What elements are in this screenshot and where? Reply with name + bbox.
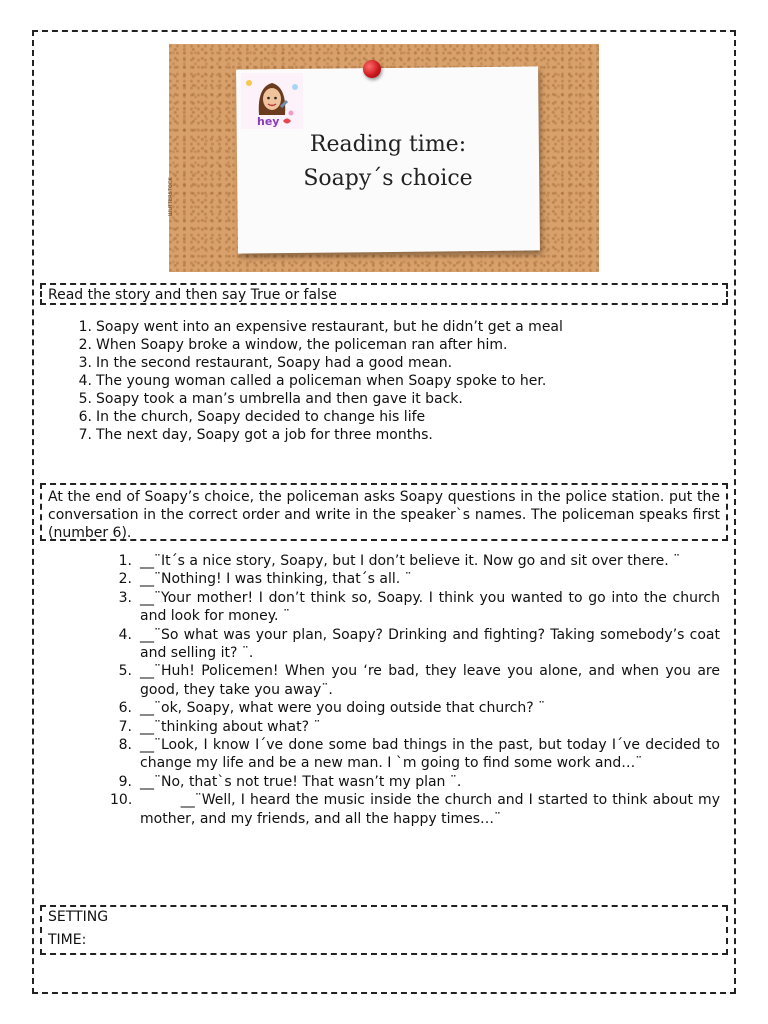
list-item xyxy=(110,718,720,736)
instruction-text: At the end of Soapy’s choice, the policeman asks Soapy questions in the police station. put the conversation in the correct order and write in the speaker`s names. The policeman speaks first (number 6). xyxy=(48,489,720,541)
list-item xyxy=(64,408,563,426)
item-text: The next day, Soapy got a job for three months. xyxy=(96,427,433,443)
list-item xyxy=(110,791,725,828)
item-number: 10. xyxy=(110,792,133,809)
watermark-text: ШUTTERSTOCK xyxy=(168,177,174,216)
item-text: __¨Huh! Policemen! When you ‘re bad, they leave you alone, and when you are good, they take you away¨. xyxy=(140,663,720,698)
avatar-sticker-icon xyxy=(241,73,303,129)
item-text: __¨So what was your plan, Soapy? Drinking and fighting? Taking somebody’s coat and selling it? ¨. xyxy=(140,626,720,662)
item-text: __¨No, that`s not true! That wasn’t my plan ¨. xyxy=(140,773,462,790)
item-text: __¨Look, I know I´ve done some bad things in the past, but today I´ve decided to change my life and be a new man. I `m going to find some work and…¨ xyxy=(140,737,720,772)
reading-title: Reading time: xyxy=(309,132,467,157)
item-text: __¨Nothing! I was thinking, that´s all. ¨ xyxy=(140,571,412,588)
list-item xyxy=(64,336,563,354)
item-text: __¨Well, I heard the music inside the church and I started to think about my mother, and my friends, and all the happy times…¨ xyxy=(140,792,725,827)
list-item xyxy=(110,699,720,717)
list-item xyxy=(110,570,720,588)
list-item xyxy=(110,552,720,570)
item-number: 2. xyxy=(78,337,92,353)
item-number: 3. xyxy=(118,589,132,606)
true-false-list xyxy=(64,318,563,444)
item-number: 4. xyxy=(118,626,132,643)
item-number: 1. xyxy=(118,553,132,569)
item-text: __¨Your mother! I don’t think so, Soapy. I think you wanted to go into the church and look for money. ¨ xyxy=(140,589,720,625)
item-number: 8. xyxy=(118,737,132,754)
conversation-list xyxy=(110,552,725,828)
item-number: 5. xyxy=(118,663,132,680)
pushpin-icon xyxy=(363,60,381,78)
item-number: 4. xyxy=(78,373,92,389)
list-item xyxy=(110,736,720,773)
item-text: In the second restaurant, Soapy had a good mean. xyxy=(96,355,453,371)
list-item xyxy=(110,773,720,791)
item-text: The young woman called a policeman when Soapy spoke to her. xyxy=(96,373,547,389)
time-label: TIME: xyxy=(48,932,87,948)
list-item xyxy=(64,354,563,372)
item-text: __¨ok, Soapy, what were you doing outside that church? ¨ xyxy=(140,700,546,717)
item-text: __¨It´s a nice story, Soapy, but I don’t believe it. Now go and sit over there. ¨ xyxy=(140,553,681,569)
list-item xyxy=(64,372,563,390)
item-text: Soapy went into an expensive restaurant, but he didn’t get a meal xyxy=(96,319,563,335)
item-number: 3. xyxy=(78,355,92,371)
item-number: 7. xyxy=(118,718,132,735)
setting-label: SETTING xyxy=(48,909,109,925)
item-text: Soapy took a man’s umbrella and then gave it back. xyxy=(96,391,463,407)
item-number: 5. xyxy=(78,391,92,407)
item-number: 9. xyxy=(118,773,132,790)
setting-box xyxy=(40,905,728,955)
instruction-text: Read the story and then say True or false xyxy=(48,287,337,303)
item-text: In the church, Soapy decided to change his life xyxy=(96,409,426,425)
story-title: Soapy´s choice xyxy=(303,166,473,191)
svg-text:hey: hey xyxy=(257,115,280,128)
instruction-box-conversation xyxy=(40,483,728,541)
item-number: 6. xyxy=(78,409,92,425)
item-text: When Soapy broke a window, the policeman ran after him. xyxy=(96,337,508,353)
item-number: 1. xyxy=(78,319,92,335)
item-number: 6. xyxy=(118,700,132,717)
item-number: 7. xyxy=(78,427,92,443)
list-item xyxy=(64,318,563,336)
list-item xyxy=(110,589,720,626)
list-item xyxy=(64,390,563,408)
list-item xyxy=(64,426,563,444)
list-item xyxy=(110,626,720,663)
list-item xyxy=(110,662,720,699)
item-number: 2. xyxy=(118,571,132,588)
instruction-box-true-false xyxy=(40,283,728,305)
item-text: __¨thinking about what? ¨ xyxy=(140,718,321,735)
